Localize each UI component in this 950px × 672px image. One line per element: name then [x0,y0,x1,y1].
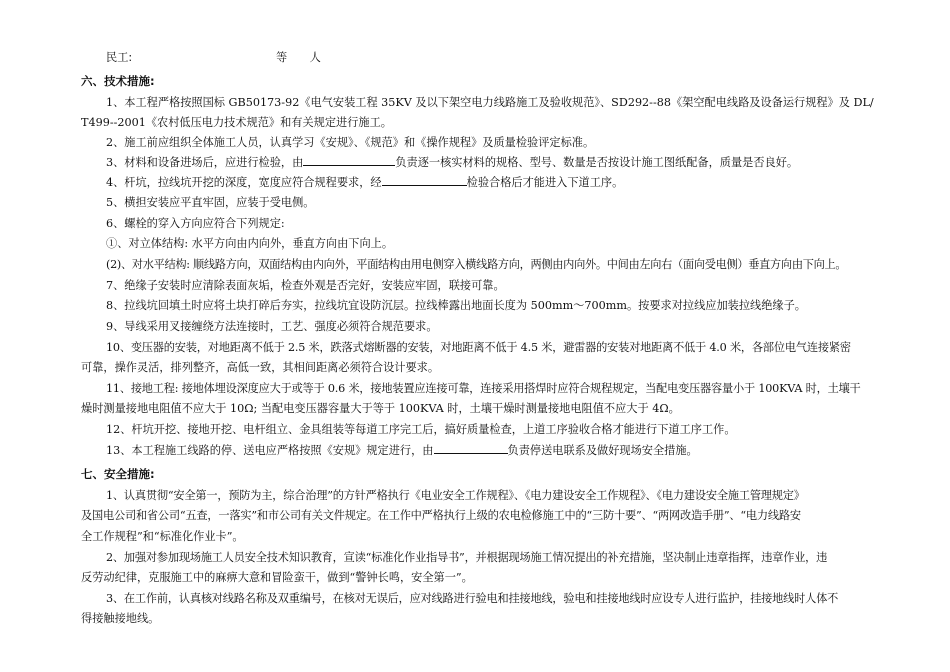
tech-item-1-line-1: 1、本工程严格按照国标 GB50173-92《电气安装工程 35KV 及以下架空电力线路施工及验收规范》、SD292--88《架空配电线路及设备运行规程》及 DL/ [106,96,874,109]
tech-item-11-line-1: 11、接地工程: 接地体埋设深度应大于或等于 0.6 米，接地装置应连接可靠，连接采用搭焊时应符合规程规定，当配电变压器容量小于 100KVA 时，土壤干 [106,382,861,395]
tech-item-12: 12、杆坑开挖、接地开挖、电杆组立、金具组装等每道工序完工后，搞好质量检查，上道工序验收合格才能进行下道工序工作。 [106,423,736,436]
tech-item-6-sub-1: ①、对立体结构: 水平方向由内向外，垂直方向由下向上。 [106,237,394,250]
tech-item-8: 8、拉线坑回填土时应将土块打碎后夯实，拉线坑宜设防沉层。拉线棒露出地面长度为 500mm～700mm。按要求对拉线应加装拉线绝缘子。 [106,299,806,312]
worker-label: 民工: [106,51,133,64]
tech-item-9: 9、导线采用叉接缠绕方法连接时，工艺、强度必须符合规范要求。 [106,320,438,333]
responsible-person-blank [303,155,395,166]
tech-item-4-text-before: 4、杆坑，拉线坑开挖的深度，宽度应符合规程要求，经 [106,176,382,189]
safety-item-1-line-3: 全工作规程”和“标准化作业卡”。 [81,530,244,543]
etc-people-text: 等 人 [276,51,321,64]
tech-item-3 [106,155,798,171]
tech-item-5: 5、横担安装应平直牢固，应装于受电侧。 [106,196,315,209]
safety-item-1-line-1: 1、认真贯彻“安全第一，预防为主，综合治理”的方针严格执行《电业安全工作规程》、《电力建设安全工作规程》、《电力建设安全施工管理规定》 [106,489,805,502]
tech-item-4 [106,175,623,191]
tech-item-13-text-after: 负责停送电联系及做好现场安全措施。 [507,444,698,457]
tech-item-10-line-1: 10、变压器的安装，对地距离不低于 2.5 米，跌落式熔断器的安装，对地距离不低于 4.5 米，避雷器的安装对地距离不低于 4.0 米，各部位电气连接紧密 [106,341,851,354]
tech-item-3-text-before: 3、材料和设备进场后，应进行检验，由 [106,156,304,169]
safety-item-3-line-1: 3、在工作前，认真核对线路名称及双重编号，在核对无误后，应对线路进行验电和挂接地线，验电和挂接地线时应设专人进行监护，挂接地线时人体不 [106,592,839,605]
inspector-blank [382,175,467,186]
tech-item-2: 2、施工前应组织全体施工人员，认真学习《安规》、《规范》和《操作规程》及质量检验评定标准。 [106,136,595,149]
tech-item-1-line-2: T499--2001《农村低压电力技术规范》和有关规定进行施工。 [81,116,392,129]
power-contact-blank [434,443,508,454]
tech-item-10-line-2: 可靠，操作灵活，排列整齐，高低一致，其相间距离必须符合设计要求。 [81,361,440,374]
tech-item-13-text-before: 13、本工程施工线路的停、送电应严格按照《安规》规定进行，由 [106,444,434,457]
tech-item-4-text-after: 检验合格后才能进入下道工序。 [466,176,624,189]
tech-item-7: 7、绝缘子安装时应清除表面灰垢，检查外观是否完好，安装应牢固，联接可靠。 [106,279,505,292]
safety-item-1-line-2: 及国电公司和省公司“五查，一落实”和市公司有关文件规定。在工作中严格执行上级的农电检修施工中的“三防十要”、“两网改造手册”、“电力线路安 [81,509,801,522]
tech-item-3-text-after: 负责逐一核实材料的规格、型号、数量是否按设计施工图纸配备，质量是否良好。 [395,156,799,169]
tech-item-6-sub-2: (2)、对水平结构: 顺线路方向，双面结构由内向外，平面结构由用电侧穿入横线路方向，两侧由内向外。中间由左向右（面向受电侧）垂直方向由下向上。 [106,258,847,271]
tech-item-13 [106,443,698,459]
tech-item-6: 6、螺栓的穿入方向应符合下列规定: [106,217,285,230]
safety-item-2-line-2: 反劳动纪律，克服施工中的麻痹大意和冒险蛮干，做到“警钟长鸣，安全第一”。 [81,571,473,584]
safety-item-2-line-1: 2、加强对参加现场施工人员安全技术知识教育，宣读“标准化作业指导书”，并根据现场施工情况提出的补充措施，坚决制止违章指挥，违章作业，违 [106,551,828,564]
tech-item-11-line-2: 燥时测量接地电阻值不应大于 10Ω; 当配电变压器容量大于等于 100KVA 时，土壤干燥时测量接地电阻值不应大于 4Ω。 [81,402,680,415]
section-heading-technical-measures: 六、技术措施: [81,74,155,88]
safety-item-3-line-2: 得接触接地线。 [81,612,160,625]
section-heading-safety-measures: 七、安全措施: [81,467,155,481]
